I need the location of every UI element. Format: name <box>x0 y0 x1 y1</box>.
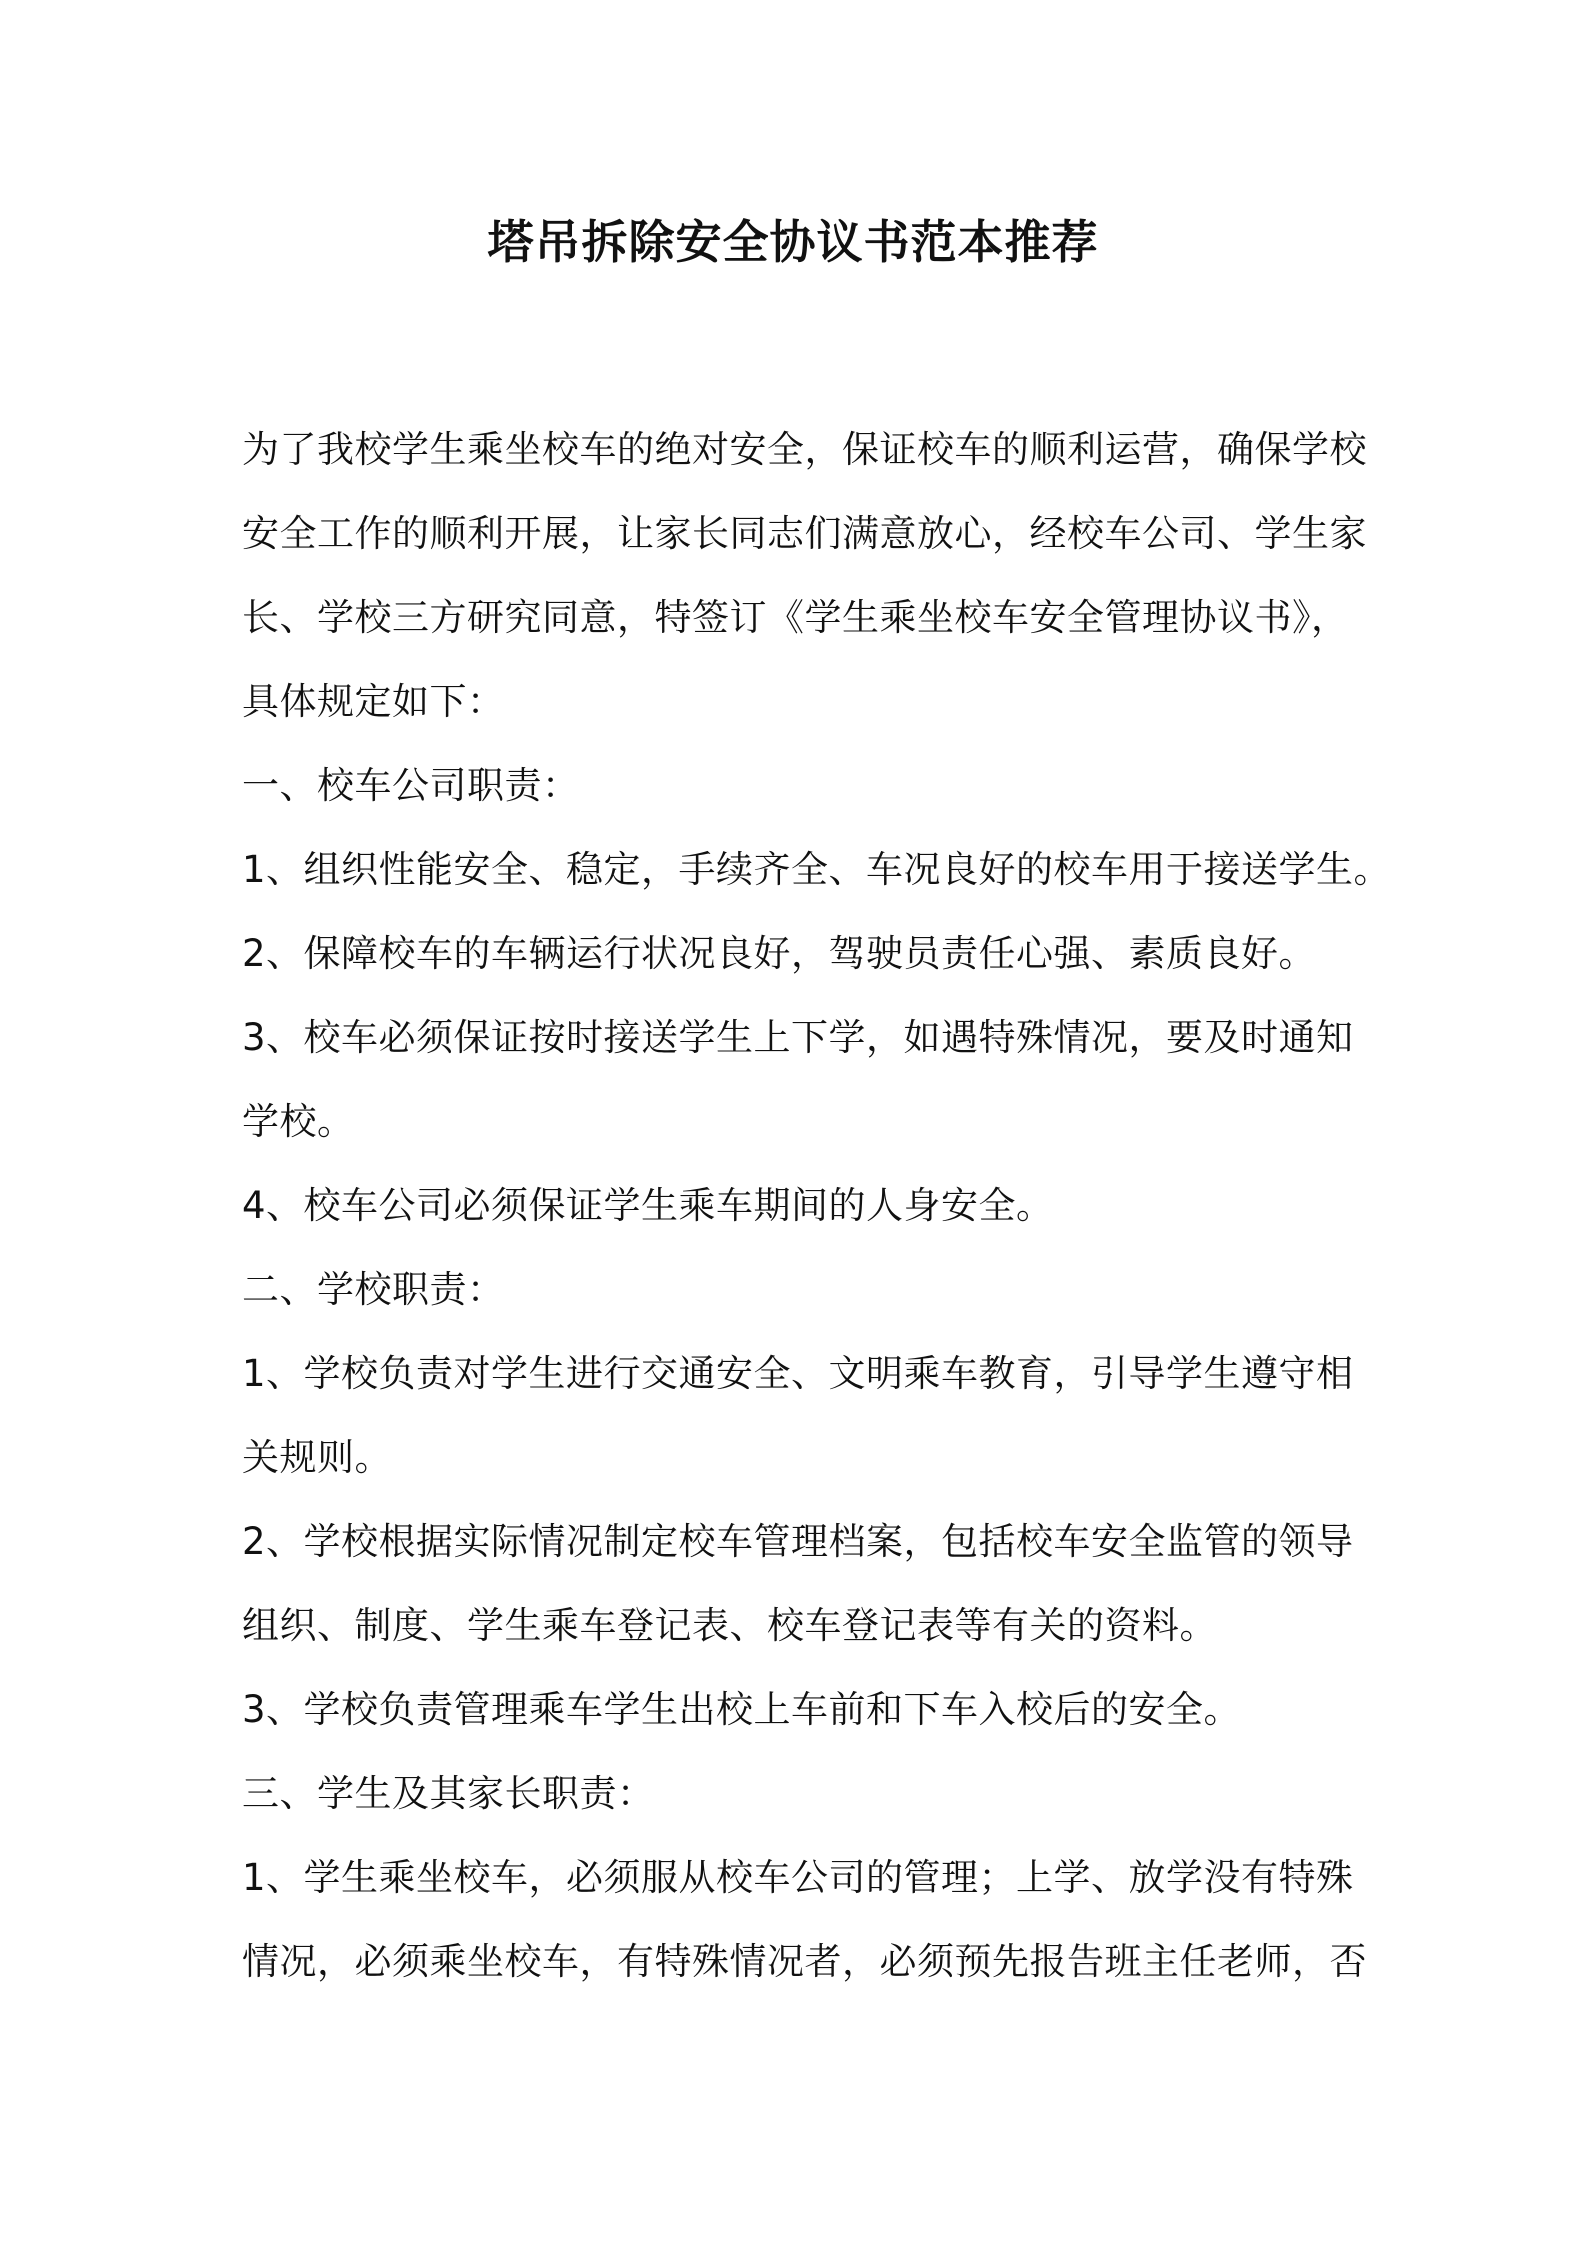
text-line: 为了我校学生乘坐校车的绝对安全，保证校车的顺利运营，确保学校 <box>242 428 1367 471</box>
text-line: 安全工作的顺利开展，让家长同志们满意放心，经校车公司、学生家 <box>242 512 1367 555</box>
text-line: 关规则。 <box>242 1436 392 1479</box>
text-line: 长、学校三方研究同意，特签订《学生乘坐校车安全管理协议书》， <box>242 596 1349 639</box>
text-line: 3、校车必须保证按时接送学生上下学，如遇特殊情况，要及时通知 <box>242 1016 1354 1059</box>
document-title: 塔吊拆除安全协议书范本推荐 <box>487 215 1099 269</box>
section-heading: 一、校车公司职责： <box>242 764 580 807</box>
text-line: 4、校车公司必须保证学生乘车期间的人身安全。 <box>242 1184 1054 1227</box>
text-line: 2、保障校车的车辆运行状况良好，驾驶员责任心强、素质良好。 <box>242 932 1317 975</box>
text-line: 1、组织性能安全、稳定，手续齐全、车况良好的校车用于接送学生。 <box>242 848 1392 891</box>
text-line: 组织、制度、学生乘车登记表、校车登记表等有关的资料。 <box>242 1604 1217 1647</box>
text-line: 具体规定如下： <box>242 680 505 723</box>
text-line: 情况，必须乘坐校车，有特殊情况者，必须预先报告班主任老师，否 <box>242 1940 1367 1983</box>
text-line: 1、学生乘坐校车，必须服从校车公司的管理；上学、放学没有特殊 <box>242 1856 1354 1899</box>
text-line: 2、学校根据实际情况制定校车管理档案，包括校车安全监管的领导 <box>242 1520 1354 1563</box>
text-line: 1、学校负责对学生进行交通安全、文明乘车教育，引导学生遵守相 <box>242 1352 1354 1395</box>
section-heading: 二、学校职责： <box>242 1268 505 1311</box>
text-line: 学校。 <box>242 1100 355 1143</box>
section-heading: 三、学生及其家长职责： <box>242 1772 655 1815</box>
text-line: 3、学校负责管理乘车学生出校上车前和下车入校后的安全。 <box>242 1688 1242 1731</box>
document-body <box>242 408 1392 2004</box>
